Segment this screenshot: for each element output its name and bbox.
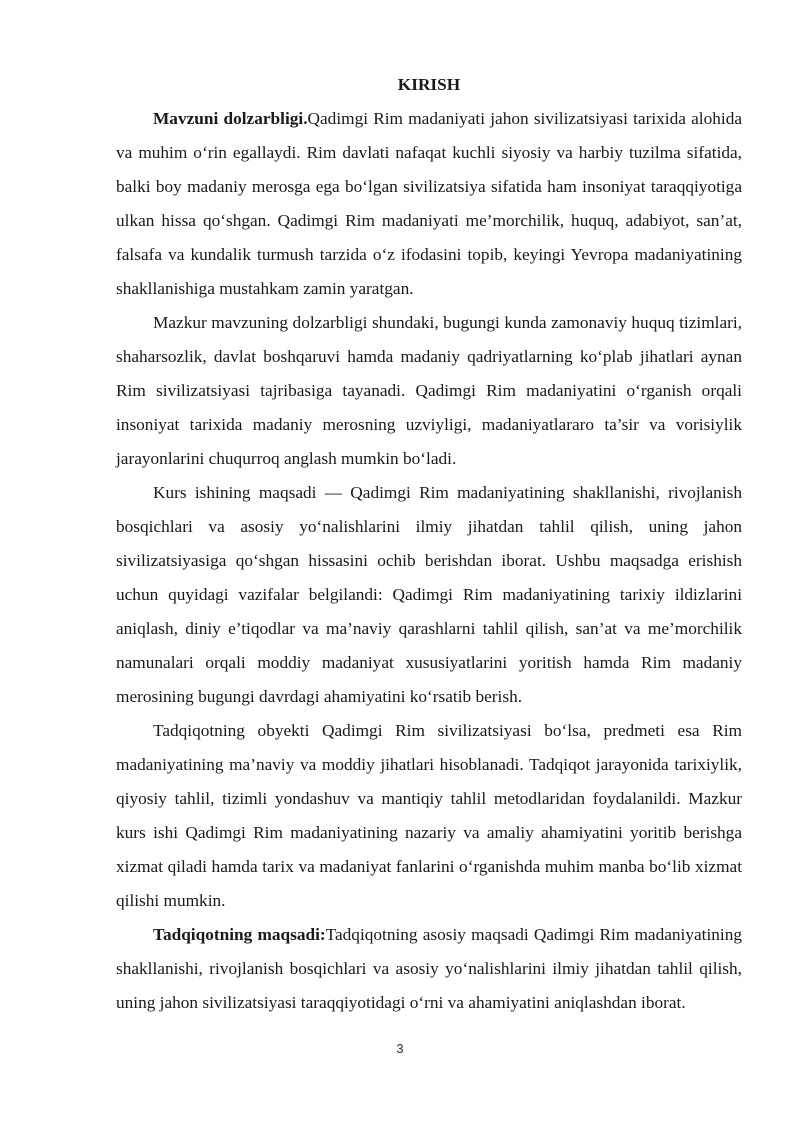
paragraph-text: Qadimgi Rim madaniyati jahon sivilizatsiyasi tarixida alohida va muhim o‘rin egallaydi. Rim davlati nafaqat kuchli siyosiy va harbiy tuzilma sifatida, balki boy madaniy merosga ega bo‘lgan sivilizatsiya sifatida ham insoniyat taraqqiyotiga ulkan hissa qo‘shgan. Qadimgi Rim madaniyati me’morchilik, huquq, adabiyot, san’at, falsafa va kundalik turmush tarzida o‘z ifodasini topib, keyingi Yevropa madaniyatining shakllanishiga mustahkam zamin yaratgan. <box>116 109 743 298</box>
paragraph-text: Mazkur mavzuning dolzarbligi shundaki, bugungi kunda zamonaviy huquq tizimlari, shaharsozlik, davlat boshqaruvi hamda madaniy qadriyatlarning ko‘plab jihatlari aynan Rim sivilizatsiyasi tajribasiga tayanadi. Qadimgi Rim madaniyatini o‘rganish orqali insoniyat tarixida madaniy merosning uzviyligi, madaniyatlararo ta’sir va vorisiylik jarayonlarini chuqurroq anglash mumkin bo‘ladi. <box>116 313 742 468</box>
paragraph-text: Kurs ishining maqsadi — Qadimgi Rim madaniyatining shakllanishi, rivojlanish bosqichlari va asosiy yo‘nalishlarini ilmiy jihatdan tahlil qilish, uning jahon sivilizatsiyasiga qo‘shgan hissasini ochib berishdan iborat. Ushbu maqsadga erishish uchun quyidagi vazifalar belgilandi: Qadimgi Rim madaniyatining tarixiy ildizlarini aniqlash, diniy e’tiqodlar va ma’naviy qarashlarni tahlil qilish, san’at va me’morchilik namunalari orqali moddiy madaniyat xususiyatlarini yoritish hamda Rim madaniy merosining bugungi davrdagi ahamiyatini ko‘rsatib berish. <box>116 483 742 706</box>
paragraph-research-goal <box>116 918 742 1020</box>
paragraph-significance <box>116 306 742 476</box>
paragraph-lead: Tadqiqotning maqsadi: <box>153 925 326 944</box>
paragraph-object-subject <box>116 714 742 918</box>
document-page <box>116 68 742 1020</box>
paragraph-text: Tadqiqotning asosiy maqsadi Qadimgi Rim madaniyatining shakllanishi, rivojlanish bosqichlari va asosiy yo‘nalishlarini ilmiy jihatdan tahlil qilish, uning jahon sivilizatsiyasi taraqqiyotidagi o‘rni va ahamiyatini aniqlashdan iborat. <box>116 925 742 1012</box>
paragraph-lead: Mavzuni dolzarbligi. <box>153 109 308 128</box>
paragraph-text: Tadqiqotning obyekti Qadimgi Rim sivilizatsiyasi bo‘lsa, predmeti esa Rim madaniyatining ma’naviy va moddiy jihatlari hisoblanadi. Tadqiqot jarayonida tarixiylik, qiyosiy tahlil, tizimli yondashuv va mantiqiy tahlil metodlaridan foydalanildi. Mazkur kurs ishi Qadimgi Rim madaniyatining nazariy va amaliy ahamiyatini yoritib berishga xizmat qiladi hamda tarix va madaniyat fanlarini o‘rganishda muhim manba bo‘lib xizmat qilishi mumkin. <box>116 721 742 910</box>
section-title: KIRISH <box>397 75 461 94</box>
page-number: 3 <box>396 1041 404 1056</box>
paragraph-relevance <box>116 102 742 306</box>
paragraph-course-goal <box>116 476 742 714</box>
